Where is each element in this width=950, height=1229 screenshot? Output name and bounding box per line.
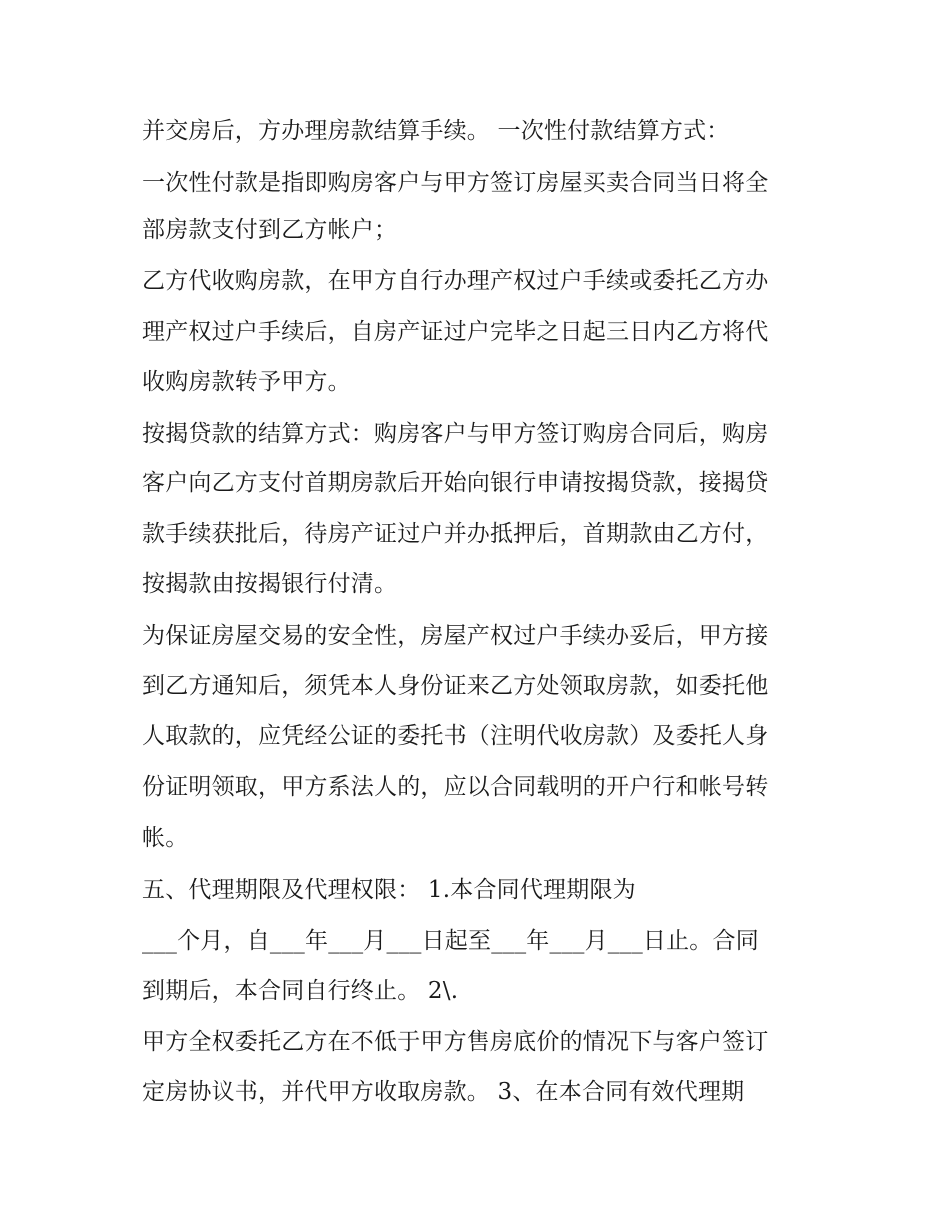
text-line: 人取款的，应凭经公证的委托书（注明代收房款）及委托人身	[142, 723, 769, 749]
text-line: ___个月，自___年___月___日起至___年___月___日止。合同	[142, 928, 759, 954]
text-line: 到乙方通知后，须凭本人身份证来乙方处领取房款，如委托他	[142, 673, 769, 699]
text-line: 按揭款由按揭银行付清。	[142, 571, 398, 597]
text-line: 部房款支付到乙方帐户；	[142, 217, 398, 243]
text-line: 按揭贷款的结算方式：购房客户与甲方签订购房合同后，购房	[142, 421, 769, 447]
text-line: 帐。	[142, 825, 189, 851]
text-line: 甲方全权委托乙方在不低于甲方售房底价的情况下与客户签订	[142, 1029, 769, 1055]
text-line: 乙方代收购房款，在甲方自行办理产权过户手续或委托乙方办	[142, 268, 769, 294]
text-line: 份证明领取，甲方系法人的，应以合同载明的开户行和帐号转	[142, 774, 769, 800]
text-line: 客户向乙方支付首期房款后开始向银行申请按揭贷款，接揭贷	[142, 470, 769, 496]
text-line: 到期后，本合同自行终止。 2\.	[142, 978, 459, 1004]
text-line: 定房协议书，并代甲方收取房款。 3、在本合同有效代理期	[142, 1079, 745, 1105]
text-line: 并交房后，方办理房款结算手续。 一次性付款结算方式：	[142, 118, 730, 144]
text-line: 收购房款转予甲方。	[142, 369, 351, 395]
text-line: 为保证房屋交易的安全性，房屋产权过户手续办妥后，甲方接	[142, 623, 769, 649]
text-line: 理产权过户手续后，自房产证过户完毕之日起三日内乙方将代	[142, 319, 769, 345]
text-line: 款手续获批后，待房产证过户并办抵押后，首期款由乙方付，	[142, 521, 769, 547]
text-line: 一次性付款是指即购房客户与甲方签订房屋买卖合同当日将全	[142, 170, 769, 196]
text-line: 五、代理期限及代理权限： 1.本合同代理期限为	[142, 877, 636, 903]
